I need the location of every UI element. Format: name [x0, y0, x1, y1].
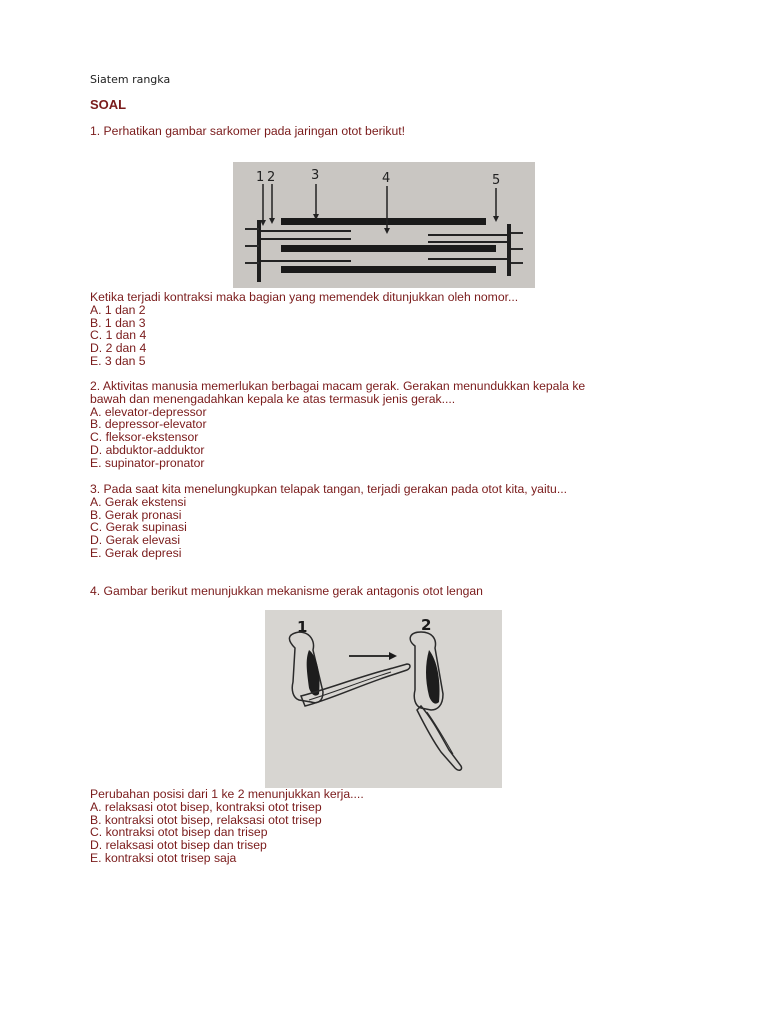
sarcomere-label-4: 4 [382, 171, 391, 186]
question-4-option-c[interactable]: C. kontraksi otot bisep dan trisep [90, 825, 268, 840]
question-4-stem: Perubahan posisi dari 1 ke 2 menunjukkan kerja.... [90, 787, 364, 801]
question-4-body [90, 788, 364, 865]
sarcomere-label-2: 2 [267, 170, 276, 185]
question-1-stem: Ketika terjadi kontraksi maka bagian yang memendek ditunjukkan oleh nomor... [90, 290, 519, 304]
sarcomere-label-5: 5 [492, 173, 501, 188]
sarcomere-diagram [233, 162, 535, 288]
arm-muscle-figure [265, 610, 502, 788]
document-title: Siatem rangka [90, 73, 171, 86]
question-4-option-e[interactable]: E. kontraksi otot trisep saja [90, 850, 237, 865]
question-3-option-e[interactable]: E. Gerak depresi [90, 545, 182, 560]
question-2-option-a[interactable]: A. elevator-depressor [90, 404, 207, 419]
question-2-option-e[interactable]: E. supinator-pronator [90, 455, 205, 470]
question-1-option-e[interactable]: E. 3 dan 5 [90, 353, 146, 368]
question-3-text: 3. Pada saat kita menelungkupkan telapak tangan, terjadi gerakan pada otot kita, yaitu... [90, 482, 567, 496]
question-1-text: 1. Perhatikan gambar sarkomer pada jaringan otot berikut! [90, 124, 406, 138]
question-1-body [90, 291, 518, 368]
question-4-option-b[interactable]: B. kontraksi otot bisep, relaksasi otot trisep [90, 812, 322, 827]
question-4-option-a[interactable]: A. relaksasi otot bisep, kontraksi otot trisep [90, 799, 322, 814]
question-2-option-c[interactable]: C. fleksor-ekstensor [90, 430, 199, 445]
question-3-option-d[interactable]: D. Gerak elevasi [90, 533, 181, 548]
question-3-option-a[interactable]: A. Gerak ekstensi [90, 494, 187, 509]
question-1-option-d[interactable]: D. 2 dan 4 [90, 341, 147, 356]
question-1-option-a[interactable]: A. 1 dan 2 [90, 302, 146, 317]
question-1-prompt [90, 125, 405, 138]
section-heading: SOAL [90, 97, 127, 112]
question-3-option-c[interactable]: C. Gerak supinasi [90, 520, 187, 535]
question-1-option-b[interactable]: B. 1 dan 3 [90, 315, 146, 330]
arm-label-1: 1 [297, 618, 308, 636]
sarcomere-label-1: 1 [256, 170, 265, 185]
question-2 [90, 380, 585, 470]
question-1-option-c[interactable]: C. 1 dan 4 [90, 328, 147, 343]
sarcomere-figure [233, 162, 535, 288]
arm-label-2: 2 [421, 616, 432, 634]
question-3-option-b[interactable]: B. Gerak pronasi [90, 507, 182, 522]
question-2-text-line1: 2. Aktivitas manusia memerlukan berbagai macam gerak. Gerakan menundukkan kepala ke [90, 379, 586, 393]
question-4-prompt [90, 585, 483, 598]
question-2-text-line2: bawah dan menengadahkan kepala ke atas termasuk jenis gerak.... [90, 391, 456, 406]
question-2-option-d[interactable]: D. abduktor-adduktor [90, 442, 205, 457]
question-4-text: 4. Gambar berikut menunjukkan mekanisme gerak antagonis otot lengan [90, 584, 483, 598]
question-2-option-b[interactable]: B. depressor-elevator [90, 417, 207, 432]
question-3 [90, 483, 567, 560]
question-4-option-d[interactable]: D. relaksasi otot bisep dan trisep [90, 838, 267, 853]
sarcomere-label-3: 3 [311, 168, 320, 183]
antagonist-muscle-diagram [265, 610, 502, 788]
